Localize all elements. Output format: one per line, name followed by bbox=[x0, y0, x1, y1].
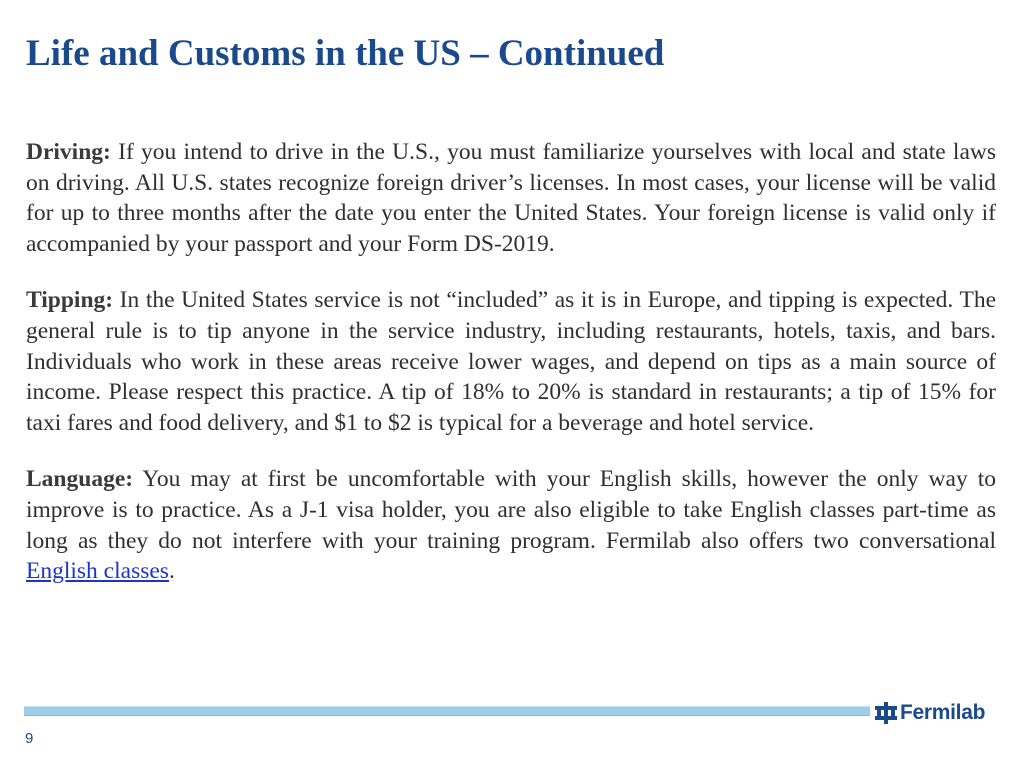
footer-divider-bar bbox=[24, 706, 870, 716]
driving-term: Driving: bbox=[26, 139, 111, 165]
tipping-paragraph bbox=[26, 285, 996, 438]
language-text: You may at first be uncomfortable with your English skills, however the only way to improve is to practice. As a J-1 visa holder, you are also eligible to take English classes part-time as long as they do not interfere with your training program. Fermilab also offers two conversational bbox=[26, 466, 996, 554]
language-term: Language: bbox=[26, 466, 134, 493]
slide-title: Life and Customs in the US – Continued bbox=[26, 33, 665, 74]
driving-text: If you intend to drive in the U.S., you must familiarize yourselves with local and state laws on driving. All U.S. states recognize foreign driver’s licenses. In most cases, your license will be valid for up to three months after the date you enter the United States. Your foreign license is valid only if accompanied by your passport and your Form DS-2019. bbox=[26, 139, 996, 257]
driving-paragraph bbox=[26, 137, 996, 259]
fermilab-logo-text: Fermilab bbox=[900, 701, 986, 724]
language-paragraph bbox=[26, 464, 996, 586]
tipping-term: Tipping: bbox=[26, 287, 114, 314]
fermilab-logo-icon bbox=[875, 702, 897, 724]
page-number: 9 bbox=[25, 730, 34, 747]
tipping-text: In the United States service is not “included” as it is in Europe, and tipping is expected. The general rule is to tip anyone in the service industry, including restaurants, hotels, taxis, and bars. Individuals who work in these areas receive lower wages, and depend on tips as a main source of income. Please respect this practice. A tip of 18% to 20% is standard in restaurants; a tip of 15% for taxi fares and food delivery, and $1 to $2 is typical for a beverage and hotel service. bbox=[26, 287, 996, 436]
fermilab-logo bbox=[875, 699, 985, 727]
language-text-end: . bbox=[168, 558, 175, 585]
english-classes-link[interactable]: English classes bbox=[26, 558, 169, 585]
slide-content bbox=[26, 137, 996, 613]
